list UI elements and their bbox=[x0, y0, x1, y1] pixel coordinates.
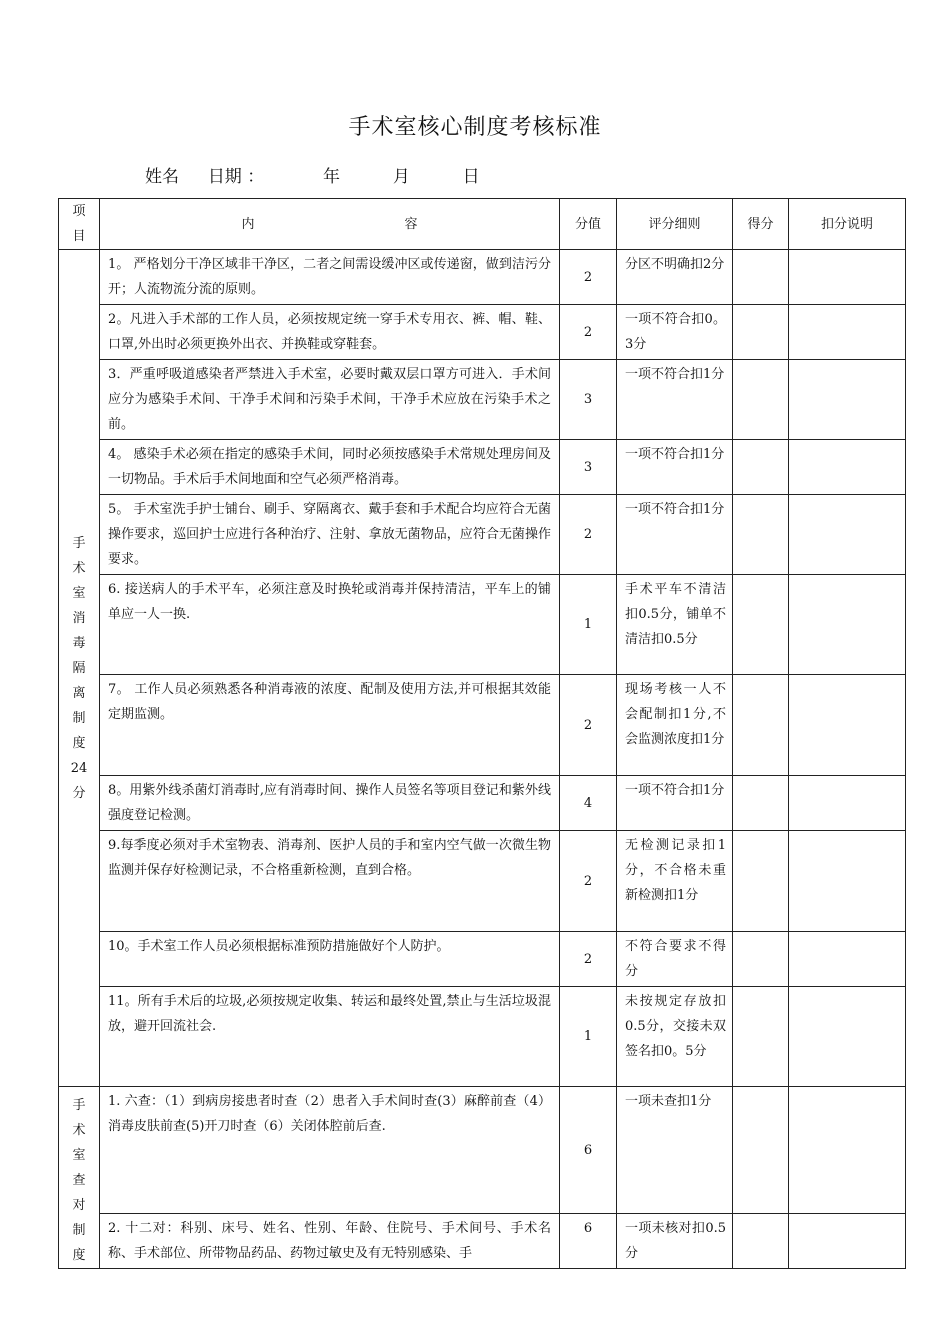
item-content: 2。凡进入手术部的工作人员，必须按规定统一穿手术专用衣、裤、帽、鞋、口罩,外出时必须更换外出衣、并换鞋或穿鞋套。 bbox=[100, 305, 560, 360]
item-score: 2 bbox=[560, 250, 617, 305]
item-rule: 现场考核一人不会配制扣1分,不会监测浓度扣1分 bbox=[617, 675, 733, 776]
item-got-field[interactable] bbox=[733, 932, 789, 987]
item-content: 1. 六查：（1）到病房接患者时查（2）患者入手术间时查(3）麻醉前查（4）消毒皮肤前查(5)开刀时查（6）关闭体腔前后查. bbox=[100, 1087, 560, 1214]
item-score: 2 bbox=[560, 495, 617, 575]
item-score: 1 bbox=[560, 575, 617, 675]
table-row bbox=[59, 675, 906, 776]
item-rule: 一项不符合扣1分 bbox=[617, 776, 733, 831]
col-header-rule: 评分细则 bbox=[617, 199, 733, 250]
table-row bbox=[59, 831, 906, 932]
item-content: 5。 手术室洗手护士铺台、刷手、穿隔离衣、戴手套和手术配合均应符合无菌操作要求，巡回护士应进行各种治疗、注射、拿放无菌物品，应符合无菌操作要求。 bbox=[100, 495, 560, 575]
item-content: 2. 十二对：科别、床号、姓名、性别、年龄、住院号、手术间号、手术名称、手术部位、所带物品药品、药物过敏史及有无特别感染、手 bbox=[100, 1214, 560, 1269]
item-got-field[interactable] bbox=[733, 360, 789, 440]
section-label: 手术室查对制度 bbox=[59, 1087, 100, 1269]
table-row bbox=[59, 575, 906, 675]
header-line bbox=[145, 162, 480, 187]
month-label: 月 bbox=[392, 167, 410, 187]
item-content: 10。手术室工作人员必须根据标准预防措施做好个人防护。 bbox=[100, 932, 560, 987]
item-got-field[interactable] bbox=[733, 575, 789, 675]
item-content: 11。所有手术后的垃圾,必须按规定收集、转运和最终处置,禁止与生活垃圾混放，避开回流社会. bbox=[100, 987, 560, 1087]
table-row bbox=[59, 250, 906, 305]
item-content: 3．严重呼吸道感染者严禁进入手术室，必要时戴双层口罩方可进入．手术间应分为感染手术间、干净手术间和污染手术间，干净手术应放在污染手术之前。 bbox=[100, 360, 560, 440]
col-header-item: 项目 bbox=[59, 199, 100, 250]
item-note-field[interactable] bbox=[789, 1087, 906, 1214]
item-got-field[interactable] bbox=[733, 675, 789, 776]
date-label: 日期 ： bbox=[207, 167, 265, 187]
item-got-field[interactable] bbox=[733, 776, 789, 831]
item-rule: 一项不符合扣1分 bbox=[617, 495, 733, 575]
item-note-field[interactable] bbox=[789, 932, 906, 987]
col-header-got: 得分 bbox=[733, 199, 789, 250]
item-rule: 分区不明确扣2分 bbox=[617, 250, 733, 305]
assessment-table bbox=[58, 198, 906, 1269]
item-rule: 未按规定存放扣0.5分，交接未双签名扣0。5分 bbox=[617, 987, 733, 1087]
item-got-field[interactable] bbox=[733, 495, 789, 575]
item-rule: 不符合要求不得分 bbox=[617, 932, 733, 987]
item-content: 8。用紫外线杀菌灯消毒时,应有消毒时间、操作人员签名等项目登记和紫外线强度登记检测。 bbox=[100, 776, 560, 831]
item-score: 3 bbox=[560, 360, 617, 440]
item-got-field[interactable] bbox=[733, 440, 789, 495]
item-score: 3 bbox=[560, 440, 617, 495]
item-rule: 一项未查扣1分 bbox=[617, 1087, 733, 1214]
item-note-field[interactable] bbox=[789, 776, 906, 831]
table-row bbox=[59, 440, 906, 495]
item-content: 1。 严格划分干净区域非干净区，二者之间需设缓冲区或传递窗，做到洁污分开；人流物流分流的原则。 bbox=[100, 250, 560, 305]
table-row bbox=[59, 932, 906, 987]
item-note-field[interactable] bbox=[789, 831, 906, 932]
table-row bbox=[59, 1087, 906, 1214]
table-row bbox=[59, 987, 906, 1087]
item-score: 2 bbox=[560, 675, 617, 776]
item-note-field[interactable] bbox=[789, 440, 906, 495]
item-score: 4 bbox=[560, 776, 617, 831]
item-score: 2 bbox=[560, 831, 617, 932]
day-label: 日 bbox=[462, 167, 480, 187]
item-rule: 一项不符合扣1分 bbox=[617, 440, 733, 495]
item-content: 9.每季度必须对手术室物表、消毒剂、医护人员的手和室内空气做一次微生物监测并保存好检测记录，不合格重新检测，直到合格。 bbox=[100, 831, 560, 932]
item-got-field[interactable] bbox=[733, 305, 789, 360]
table-row bbox=[59, 1214, 906, 1269]
col-header-note: 扣分说明 bbox=[789, 199, 906, 250]
item-got-field[interactable] bbox=[733, 250, 789, 305]
item-note-field[interactable] bbox=[789, 305, 906, 360]
item-rule: 一项不符合扣0。3分 bbox=[617, 305, 733, 360]
item-got-field[interactable] bbox=[733, 987, 789, 1087]
item-score: 1 bbox=[560, 987, 617, 1087]
item-content: 6. 接送病人的手术平车，必须注意及时换轮或消毒并保持清洁，平车上的铺单应一人一换. bbox=[100, 575, 560, 675]
item-rule: 一项不符合扣1分 bbox=[617, 360, 733, 440]
page-title: 手术室核心制度考核标准 bbox=[348, 115, 602, 140]
table-row bbox=[59, 776, 906, 831]
item-rule: 一项未核对扣0.5分 bbox=[617, 1214, 733, 1269]
table-row bbox=[59, 305, 906, 360]
item-note-field[interactable] bbox=[789, 250, 906, 305]
item-score: 6 bbox=[560, 1087, 617, 1214]
col-header-content: 内 容 bbox=[100, 199, 560, 250]
section-label: 手术室消毒隔离制度24分 bbox=[59, 250, 100, 1087]
item-got-field[interactable] bbox=[733, 1214, 789, 1269]
item-got-field[interactable] bbox=[733, 831, 789, 932]
item-content: 4。 感染手术必须在指定的感染手术间，同时必须按感染手术常规处理房间及一切物品。手术后手术间地面和空气必须严格消毒。 bbox=[100, 440, 560, 495]
item-got-field[interactable] bbox=[733, 1087, 789, 1214]
table-row bbox=[59, 360, 906, 440]
name-label: 姓名 bbox=[145, 167, 179, 187]
col-header-score: 分值 bbox=[560, 199, 617, 250]
table-row bbox=[59, 495, 906, 575]
item-note-field[interactable] bbox=[789, 987, 906, 1087]
item-score: 2 bbox=[560, 932, 617, 987]
item-score: 6 bbox=[560, 1214, 617, 1269]
item-note-field[interactable] bbox=[789, 360, 906, 440]
item-note-field[interactable] bbox=[789, 495, 906, 575]
item-rule: 无检测记录扣1分，不合格未重新检测扣1分 bbox=[617, 831, 733, 932]
item-rule: 手术平车不清洁扣0.5分，铺单不清洁扣0.5分 bbox=[617, 575, 733, 675]
item-note-field[interactable] bbox=[789, 675, 906, 776]
item-score: 2 bbox=[560, 305, 617, 360]
year-label: 年 bbox=[323, 167, 341, 187]
item-note-field[interactable] bbox=[789, 1214, 906, 1269]
item-content: 7。 工作人员必须熟悉各种消毒液的浓度、配制及使用方法,并可根据其效能定期监测。 bbox=[100, 675, 560, 776]
item-note-field[interactable] bbox=[789, 575, 906, 675]
